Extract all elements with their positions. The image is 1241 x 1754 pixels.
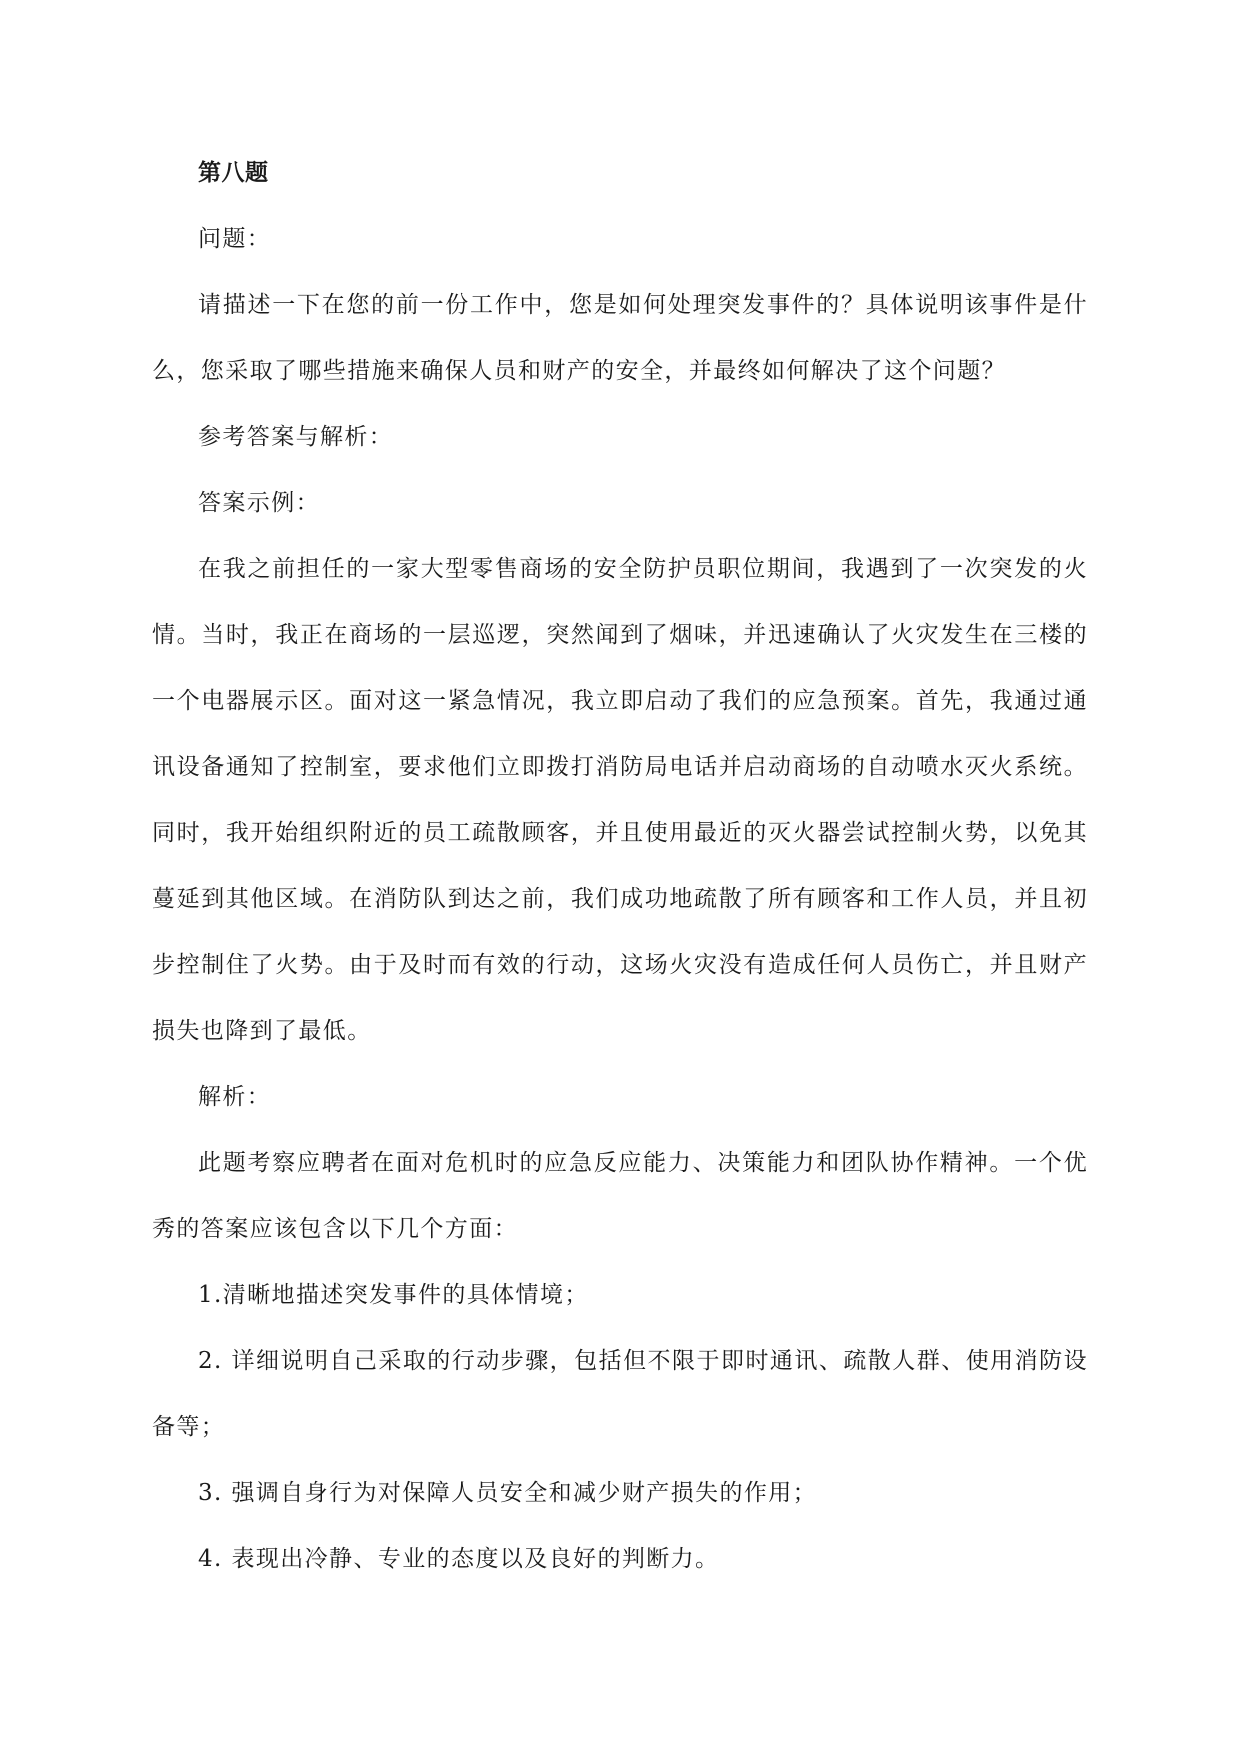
point-item: 3. 强调自身行为对保障人员安全和减少财产损失的作用； [198, 1480, 818, 1506]
analysis-text: 此题考察应聘者在面对危机时的应急反应能力、决策能力和团队协作精神。一个优秀的答案应该包含以下几个方面： [152, 1150, 1088, 1242]
point-item: 2. 详细说明自己采取的行动步骤，包括但不限于即时通讯、疏散人群、使用消防设备等； [152, 1348, 1088, 1440]
question-text: 请描述一下在您的前一份工作中，您是如何处理突发事件的？具体说明该事件是什么，您采取了哪些措施来确保人员和财产的安全，并最终如何解决了这个问题？ [152, 292, 1088, 384]
point-item: 1.清晰地描述突发事件的具体情境； [198, 1282, 589, 1308]
question-title: 第八题 [198, 160, 269, 186]
reference-label: 参考答案与解析： [198, 424, 394, 450]
analysis-label: 解析： [198, 1084, 272, 1110]
answer-label: 答案示例： [198, 490, 320, 516]
answer-text: 在我之前担任的一家大型零售商场的安全防护员职位期间，我遇到了一次突发的火情。当时，我正在商场的一层巡逻，突然闻到了烟味，并迅速确认了火灾发生在三楼的一个电器展示区。面对这一紧急情况，我立即启动了我们的应急预案。首先，我通过通讯设备通知了控制室，要求他们立即拨打消防局电话并启动商场的自动喷水灭火系统。同时，我开始组织附近的员工疏散顾客，并且使用最近的灭火器尝试控制火势，以免其蔓延到其他区域。在消防队到达之前，我们成功地疏散了所有顾客和工作人员，并且初步控制住了火势。由于及时而有效的行动，这场火灾没有造成任何人员伤亡，并且财产损失也降到了最低。 [152, 556, 1088, 1044]
point-item: 4. 表现出冷静、专业的态度以及良好的判断力。 [198, 1546, 720, 1572]
document-page [152, 140, 1088, 1592]
question-label: 问题： [198, 226, 272, 252]
